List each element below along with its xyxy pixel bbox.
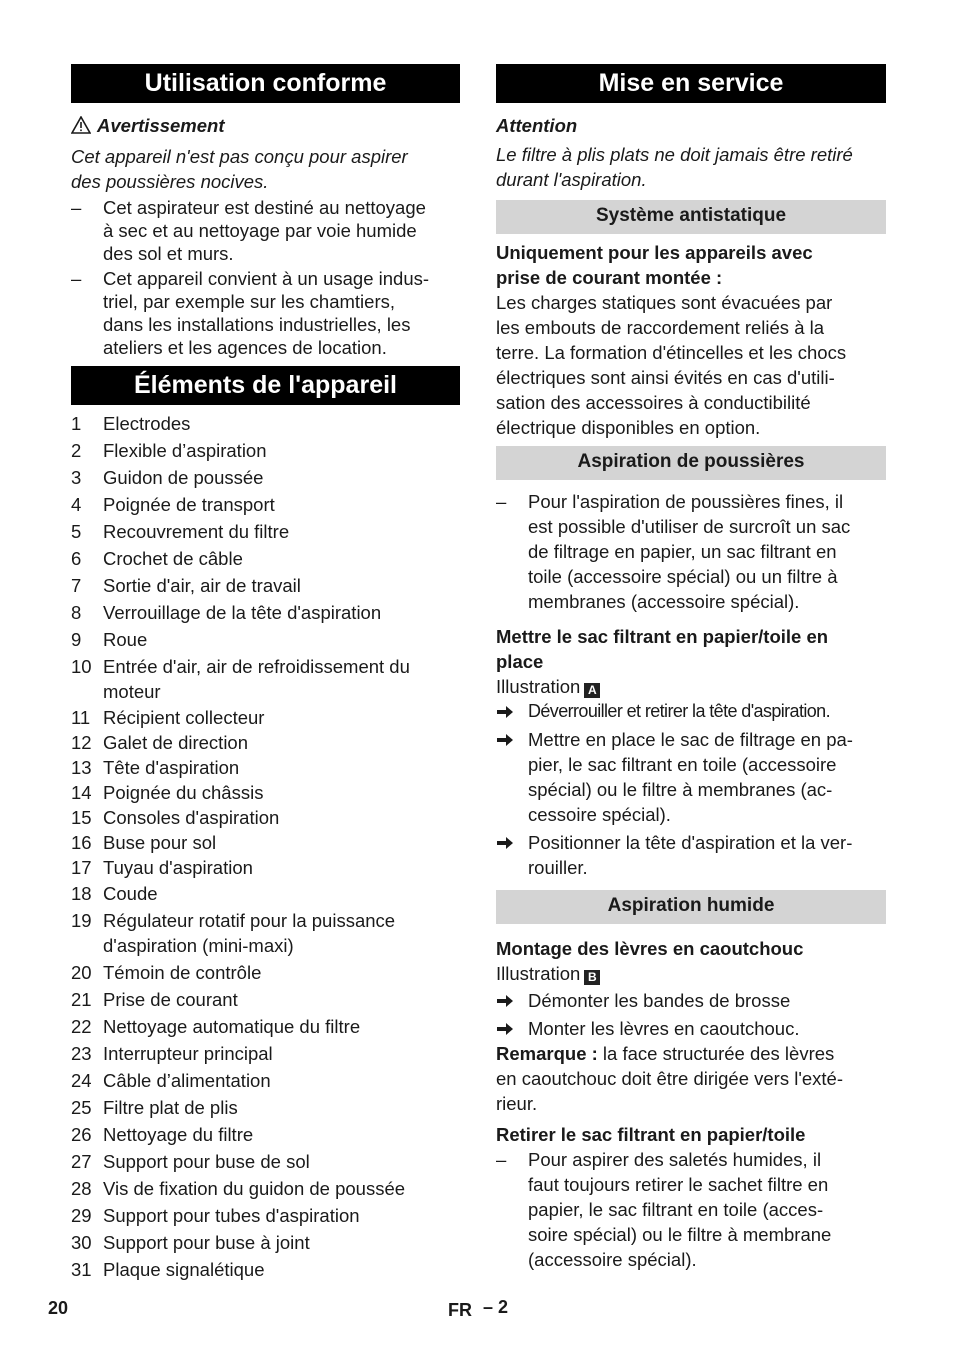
bullet-line: papier, le sac filtrant en toile (acces- bbox=[528, 1199, 824, 1220]
usage-list-line: des sol et murs. bbox=[103, 243, 234, 264]
section-heading-elements: Éléments de l'appareil bbox=[71, 366, 460, 405]
part-label bbox=[103, 600, 460, 625]
part-label-line: Support pour buse de sol bbox=[103, 1151, 310, 1172]
parts-list-item bbox=[71, 1014, 460, 1039]
part-label-line: Support pour tubes d'aspiration bbox=[103, 1205, 360, 1226]
parts-list bbox=[71, 411, 460, 1282]
humide-bullet-text bbox=[528, 1147, 886, 1272]
section-heading-mise-en-service: Mise en service bbox=[496, 64, 886, 103]
part-number: 14 bbox=[71, 782, 92, 803]
arrow-right-icon bbox=[496, 830, 514, 857]
parts-list-item bbox=[71, 756, 460, 779]
procedure-step-line: pier, le sac filtrant en toile (accessoire bbox=[528, 754, 837, 775]
warning-heading bbox=[71, 115, 460, 139]
parts-list-item bbox=[71, 908, 460, 958]
parts-list-item bbox=[71, 1122, 460, 1147]
procedure-step bbox=[496, 1016, 886, 1041]
part-label bbox=[103, 1014, 460, 1039]
arrow-right-icon bbox=[496, 727, 514, 754]
part-label bbox=[103, 731, 460, 754]
part-label-line: Recouvrement du filtre bbox=[103, 521, 290, 542]
usage-list-text bbox=[103, 267, 460, 359]
procedure-step-line: cessoire spécial). bbox=[528, 804, 671, 825]
bullet-line: de filtrage en papier, un sac filtrant en bbox=[528, 541, 837, 562]
part-number: 20 bbox=[71, 962, 92, 983]
usage-list-item bbox=[71, 196, 460, 265]
procedure-steps bbox=[496, 988, 886, 1041]
parts-list-item bbox=[71, 1068, 460, 1093]
part-label-line: Verrouillage de la tête d'aspiration bbox=[103, 602, 382, 623]
parts-list-item bbox=[71, 1230, 460, 1255]
bullet-line: Pour l'aspiration de poussières fines, il bbox=[528, 491, 844, 512]
part-label-line: Galet de direction bbox=[103, 732, 249, 753]
procedure-step-text bbox=[528, 699, 886, 724]
procedure-heading-line: Mettre le sac filtrant en papier/toile en bbox=[496, 626, 829, 647]
part-label-line: Roue bbox=[103, 629, 148, 650]
remarque-label: Remarque : bbox=[496, 1043, 598, 1064]
part-number: 10 bbox=[71, 656, 92, 677]
part-label-line: Nettoyage du filtre bbox=[103, 1124, 254, 1145]
antistatique-body-line: terre. La formation d'étincelles et les chocs bbox=[496, 342, 847, 363]
usage-list-line: Cet aspirateur est destiné au nettoyage bbox=[103, 197, 426, 218]
usage-list-text bbox=[103, 196, 460, 265]
part-label-line: Nettoyage automatique du filtre bbox=[103, 1016, 361, 1037]
parts-list-item bbox=[71, 881, 460, 906]
part-number: 19 bbox=[71, 910, 92, 931]
part-label-line: Filtre plat de plis bbox=[103, 1097, 238, 1118]
part-label-line: Récipient collecteur bbox=[103, 707, 265, 728]
usage-list-line: ateliers et les agences de location. bbox=[103, 337, 387, 358]
poussieres-bullet-text bbox=[528, 489, 886, 614]
antistatique-condition-line: prise de courant montée : bbox=[496, 267, 723, 288]
parts-list-item bbox=[71, 806, 460, 829]
procedure-step-line: spécial) ou le filtre à membranes (ac- bbox=[528, 779, 833, 800]
section-heading-utilisation: Utilisation conforme bbox=[71, 64, 460, 103]
parts-list-item bbox=[71, 600, 460, 625]
part-label-line: Régulateur rotatif pour la puissance bbox=[103, 910, 396, 931]
warning-title: Avertissement bbox=[97, 115, 225, 136]
part-label bbox=[103, 546, 460, 571]
part-number: 13 bbox=[71, 757, 92, 778]
part-number: 28 bbox=[71, 1178, 92, 1199]
part-number: 29 bbox=[71, 1205, 92, 1226]
part-label bbox=[103, 627, 460, 652]
part-label-line: Câble d’alimentation bbox=[103, 1070, 271, 1091]
warning-text-line: Cet appareil n'est pas conçu pour aspirer bbox=[71, 146, 408, 167]
part-label bbox=[103, 1122, 460, 1147]
part-label bbox=[103, 438, 460, 463]
part-label-line: Plaque signalétique bbox=[103, 1259, 265, 1280]
poussieres-bullet bbox=[496, 489, 886, 614]
part-label bbox=[103, 756, 460, 779]
remarque-text-line: rieur. bbox=[496, 1093, 538, 1114]
part-number: 12 bbox=[71, 732, 92, 753]
part-label-line: d'aspiration (mini-maxi) bbox=[103, 935, 294, 956]
subsection-heading-antistatique: Système antistatique bbox=[496, 200, 886, 234]
parts-list-item bbox=[71, 438, 460, 463]
part-label-line: Interrupteur principal bbox=[103, 1043, 273, 1064]
illustration-label: Illustration bbox=[496, 963, 581, 984]
part-number: 24 bbox=[71, 1070, 92, 1091]
remarque-text-line: en caoutchouc doit être dirigée vers l'exté- bbox=[496, 1068, 844, 1089]
parts-list-item bbox=[71, 831, 460, 854]
usage-list-line: Cet appareil convient à un usage indus- bbox=[103, 268, 430, 289]
part-number: 27 bbox=[71, 1151, 92, 1172]
dash-marker: – bbox=[71, 268, 82, 289]
parts-list-item bbox=[71, 781, 460, 804]
procedure-step-line: Monter les lèvres en caoutchouc. bbox=[528, 1018, 800, 1039]
procedure-step-text bbox=[528, 988, 886, 1013]
parts-list-item bbox=[71, 1041, 460, 1066]
dash-marker: – bbox=[496, 1149, 507, 1170]
part-label bbox=[103, 1068, 460, 1093]
part-label bbox=[103, 654, 460, 704]
procedure-step-text bbox=[528, 1016, 886, 1041]
procedure-heading-levres: Montage des lèvres en caoutchouc bbox=[496, 938, 804, 959]
parts-list-item bbox=[71, 1203, 460, 1228]
part-number: 26 bbox=[71, 1124, 92, 1145]
part-number: 11 bbox=[71, 707, 91, 728]
usage-list-item bbox=[71, 267, 460, 359]
antistatique-body-line: Les charges statiques sont évacuées par bbox=[496, 292, 833, 313]
part-number: 9 bbox=[71, 629, 82, 650]
procedure-step-text bbox=[528, 727, 886, 827]
antistatique-body-line: sation des accessoires à conductibilité bbox=[496, 392, 811, 413]
warning-triangle-icon bbox=[71, 116, 91, 139]
left-column bbox=[71, 64, 460, 1282]
usage-list bbox=[71, 196, 460, 359]
part-label-line: Témoin de contrôle bbox=[103, 962, 262, 983]
attention-text-line: Le filtre à plis plats ne doit jamais être retiré bbox=[496, 144, 853, 165]
illustration-ref-a bbox=[496, 674, 886, 699]
part-label-line: Poignée du châssis bbox=[103, 782, 264, 803]
usage-list-line: triel, par exemple sur les chamtiers, bbox=[103, 291, 395, 312]
illustration-label: Illustration bbox=[496, 676, 581, 697]
part-number: 25 bbox=[71, 1097, 92, 1118]
procedure-step-line: Démonter les bandes de brosse bbox=[528, 990, 791, 1011]
attention-heading: Attention bbox=[496, 115, 578, 136]
warning-text bbox=[71, 144, 460, 194]
part-label-line: Prise de courant bbox=[103, 989, 238, 1010]
parts-list-item bbox=[71, 492, 460, 517]
part-label-line: Vis de fixation du guidon de poussée bbox=[103, 1178, 406, 1199]
part-label-line: Crochet de câble bbox=[103, 548, 243, 569]
part-label bbox=[103, 1041, 460, 1066]
parts-list-item bbox=[71, 706, 460, 729]
remarque-text: la face structurée des lèvres bbox=[597, 1043, 835, 1064]
arrow-right-icon bbox=[496, 988, 514, 1015]
procedure-step-line: rouiller. bbox=[528, 857, 588, 878]
parts-list-item bbox=[71, 465, 460, 490]
procedure-heading-retirer: Retirer le sac filtrant en papier/toile bbox=[496, 1124, 806, 1145]
parts-list-item bbox=[71, 519, 460, 544]
part-label bbox=[103, 806, 460, 829]
procedure-heading-sac bbox=[496, 624, 886, 674]
parts-list-item bbox=[71, 1176, 460, 1201]
procedure-step bbox=[496, 988, 886, 1013]
footer-language: FR bbox=[448, 1300, 472, 1320]
parts-list-item bbox=[71, 856, 460, 879]
part-label-line: Support pour buse à joint bbox=[103, 1232, 310, 1253]
part-number: 16 bbox=[71, 832, 92, 853]
bullet-line: Pour aspirer des saletés humides, il bbox=[528, 1149, 822, 1170]
procedure-step bbox=[496, 727, 886, 827]
part-label-line: Sortie d'air, air de travail bbox=[103, 575, 301, 596]
part-number: 1 bbox=[71, 413, 82, 434]
part-label bbox=[103, 492, 460, 517]
part-label bbox=[103, 1230, 460, 1255]
dash-marker: – bbox=[496, 491, 507, 512]
part-label bbox=[103, 706, 460, 729]
parts-list-item bbox=[71, 960, 460, 985]
part-label-line: Consoles d'aspiration bbox=[103, 807, 280, 828]
part-number: 3 bbox=[71, 467, 82, 488]
procedure-step-line: Déverrouiller et retirer la tête d'aspiration. bbox=[528, 701, 830, 721]
part-label-line: Electrodes bbox=[103, 413, 191, 434]
part-label bbox=[103, 831, 460, 854]
arrow-right-icon bbox=[496, 699, 514, 726]
part-label bbox=[103, 1149, 460, 1174]
antistatique-body-line: électrique disponibles en option. bbox=[496, 417, 761, 438]
part-number: 8 bbox=[71, 602, 82, 623]
part-number: 23 bbox=[71, 1043, 92, 1064]
bullet-line: (accessoire spécial). bbox=[528, 1249, 697, 1270]
remarque-note bbox=[496, 1041, 886, 1116]
parts-list-item bbox=[71, 654, 460, 704]
part-number: 30 bbox=[71, 1232, 92, 1253]
part-number: 6 bbox=[71, 548, 82, 569]
part-number: 2 bbox=[71, 440, 82, 461]
part-label-line: Tuyau d'aspiration bbox=[103, 857, 253, 878]
part-label bbox=[103, 465, 460, 490]
procedure-step bbox=[496, 699, 886, 724]
part-number: 15 bbox=[71, 807, 92, 828]
part-label-line: moteur bbox=[103, 681, 161, 702]
procedure-step-line: Mettre en place le sac de filtrage en pa- bbox=[528, 729, 853, 750]
parts-list-item bbox=[71, 546, 460, 571]
parts-list-item bbox=[71, 627, 460, 652]
dash-marker: – bbox=[71, 197, 82, 218]
part-label-line: Flexible d’aspiration bbox=[103, 440, 267, 461]
part-label-line: Guidon de poussée bbox=[103, 467, 264, 488]
part-label-line: Coude bbox=[103, 883, 158, 904]
procedure-step-text bbox=[528, 830, 886, 880]
part-number: 4 bbox=[71, 494, 82, 515]
procedure-heading-line: place bbox=[496, 651, 544, 672]
parts-list-item bbox=[71, 1149, 460, 1174]
attention-text-line: durant l'aspiration. bbox=[496, 169, 647, 190]
antistatique-condition bbox=[496, 240, 886, 290]
part-label bbox=[103, 573, 460, 598]
part-label bbox=[103, 881, 460, 906]
part-number: 22 bbox=[71, 1016, 92, 1037]
antistatique-condition-line: Uniquement pour les appareils avec bbox=[496, 242, 813, 263]
humide-bullet bbox=[496, 1147, 886, 1272]
part-label bbox=[103, 856, 460, 879]
footer-section: – 2 bbox=[483, 1297, 509, 1317]
part-label bbox=[103, 1257, 460, 1282]
illustration-badge: A bbox=[584, 683, 600, 698]
procedure-step bbox=[496, 830, 886, 880]
part-label-line: Poignée de transport bbox=[103, 494, 275, 515]
part-label bbox=[103, 1095, 460, 1120]
usage-list-line: à sec et au nettoyage par voie humide bbox=[103, 220, 417, 241]
part-number: 5 bbox=[71, 521, 82, 542]
part-label bbox=[103, 781, 460, 804]
parts-list-item bbox=[71, 1257, 460, 1282]
parts-list-item bbox=[71, 731, 460, 754]
right-column bbox=[496, 64, 886, 1272]
part-label bbox=[103, 908, 460, 958]
part-number: 7 bbox=[71, 575, 82, 596]
parts-list-item bbox=[71, 987, 460, 1012]
antistatique-body-line: électriques sont ainsi évités en cas d'utili- bbox=[496, 367, 835, 388]
bullet-line: faut toujours retirer le sachet filtre en bbox=[528, 1174, 829, 1195]
usage-list-line: dans les installations industrielles, les bbox=[103, 314, 411, 335]
procedure-step-line: Positionner la tête d'aspiration et la ver- bbox=[528, 832, 853, 853]
illustration-ref-b bbox=[496, 961, 886, 986]
part-label-line: Entrée d'air, air de refroidissement du bbox=[103, 656, 410, 677]
bullet-line: est possible d'utiliser de surcroît un sac bbox=[528, 516, 851, 537]
part-label-line: Buse pour sol bbox=[103, 832, 217, 853]
part-label bbox=[103, 1176, 460, 1201]
part-number: 21 bbox=[71, 989, 92, 1010]
bullet-line: soire spécial) ou le filtre à membrane bbox=[528, 1224, 832, 1245]
illustration-badge: B bbox=[584, 970, 600, 985]
part-label bbox=[103, 987, 460, 1012]
part-number: 31 bbox=[71, 1259, 92, 1280]
parts-list-item bbox=[71, 573, 460, 598]
part-label bbox=[103, 1203, 460, 1228]
bullet-line: toile (accessoire spécial) ou un filtre à bbox=[528, 566, 838, 587]
parts-list-item bbox=[71, 1095, 460, 1120]
part-number: 18 bbox=[71, 883, 92, 904]
part-number: 17 bbox=[71, 857, 92, 878]
part-label-line: Tête d'aspiration bbox=[103, 757, 240, 778]
arrow-right-icon bbox=[496, 1016, 514, 1043]
part-label bbox=[103, 519, 460, 544]
warning-text-line: des poussières nocives. bbox=[71, 171, 269, 192]
part-label bbox=[103, 411, 460, 436]
procedure-steps bbox=[496, 699, 886, 880]
parts-list-item bbox=[71, 411, 460, 436]
attention-text bbox=[496, 142, 886, 192]
page-number: 20 bbox=[48, 1298, 69, 1318]
subsection-heading-poussieres: Aspiration de poussières bbox=[496, 446, 886, 480]
part-label bbox=[103, 960, 460, 985]
antistatique-body-line: les embouts de raccordement reliés à la bbox=[496, 317, 825, 338]
subsection-heading-humide: Aspiration humide bbox=[496, 890, 886, 924]
bullet-line: membranes (accessoire spécial). bbox=[528, 591, 800, 612]
antistatique-body bbox=[496, 290, 886, 440]
